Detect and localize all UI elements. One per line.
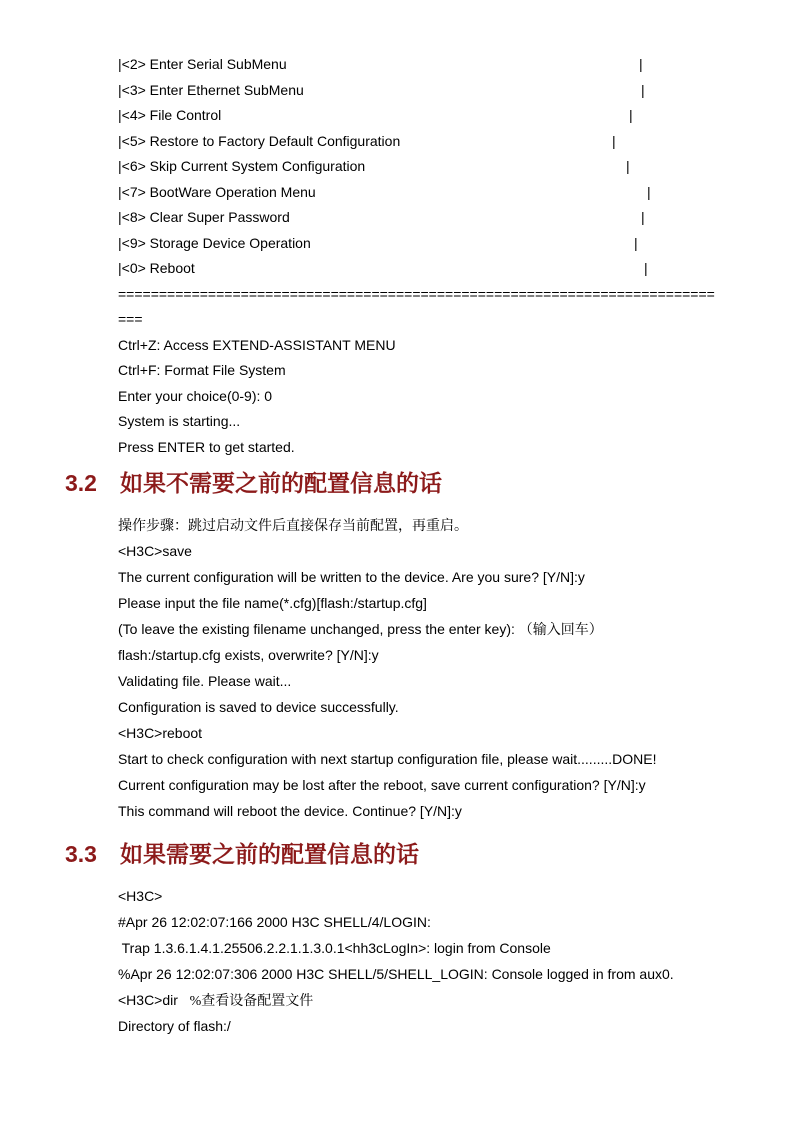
terminal-text: Directory of flash:/ (118, 1018, 231, 1034)
terminal-line (118, 694, 793, 720)
terminal-line (118, 231, 793, 257)
terminal-line (118, 129, 793, 155)
terminal-text: |<5> Restore to Factory Default Configuration (118, 132, 401, 149)
section-title-3-3: 如果需要之前的配置信息的话 (120, 841, 419, 867)
terminal-text: Ctrl+Z: Access EXTEND-ASSISTANT MENU (118, 336, 396, 353)
terminal-text: Current configuration may be lost after the reboot, save current configuration? [Y/N]:y (118, 777, 646, 793)
terminal-line (118, 384, 793, 410)
terminal-text: Enter your choice(0-9): 0 (118, 387, 273, 404)
terminal-line (118, 909, 793, 935)
terminal-line (118, 333, 793, 359)
terminal-line (118, 883, 793, 909)
terminal-line (118, 538, 793, 564)
terminal-text: System is starting... (118, 413, 241, 429)
section-number-3-3: 3.3 (65, 841, 97, 867)
section-3-2-terminal-block (0, 512, 793, 824)
menu-right-border-pipe: | (626, 158, 630, 174)
terminal-text: <H3C> (118, 888, 163, 904)
terminal-text: This command will reboot the device. Continue? [Y/N]:y (118, 803, 462, 819)
terminal-text: Validating file. Please wait... (118, 673, 292, 689)
terminal-line (118, 987, 793, 1013)
terminal-text: |<4> File Control (118, 107, 222, 123)
menu-right-border-pipe: | (629, 107, 633, 123)
terminal-text: Start to check configuration with next startup configuration file, please wait.........DONE! (118, 751, 657, 767)
terminal-line (118, 1013, 793, 1039)
terminal-line (118, 720, 793, 746)
terminal-line (118, 961, 793, 987)
terminal-text: |<6> Skip Current System Configuration (118, 158, 366, 174)
terminal-line (118, 668, 793, 694)
terminal-text: Press ENTER to get started. (118, 438, 295, 455)
section-heading-3-2 (0, 470, 793, 496)
terminal-text: |<2> Enter Serial SubMenu (118, 56, 287, 72)
terminal-text-chinese: （输入回车） (518, 623, 603, 638)
terminal-text: (To leave the existing filename unchanged, press the enter key): (118, 621, 519, 637)
terminal-line (118, 590, 793, 616)
terminal-line (118, 409, 793, 435)
menu-right-border-pipe: | (639, 56, 643, 72)
terminal-text: <H3C>save (118, 543, 192, 559)
terminal-text: |<7> BootWare Operation Menu (118, 183, 316, 200)
terminal-text: Please input the file name(*.cfg)[flash:/startup.cfg] (118, 595, 427, 611)
terminal-line (118, 935, 793, 961)
terminal-line (118, 616, 793, 642)
terminal-text: Trap 1.3.6.1.4.1.25506.2.2.1.1.3.0.1<hh3cLogIn>: login from Console (118, 940, 551, 956)
menu-right-border-pipe: | (647, 183, 651, 200)
terminal-text: Ctrl+F: Format File System (118, 362, 286, 378)
terminal-text: <H3C>reboot (118, 725, 203, 741)
section-title-3-2: 如果不需要之前的配置信息的话 (120, 470, 442, 496)
menu-right-border-pipe: | (641, 209, 645, 225)
terminal-line (118, 772, 793, 798)
terminal-text: The current configuration will be written to the device. Are you sure? [Y/N]:y (118, 569, 585, 585)
terminal-text: #Apr 26 12:02:07:166 2000 H3C SHELL/4/LOGIN: (118, 914, 431, 930)
terminal-line (118, 564, 793, 590)
terminal-text: flash:/startup.cfg exists, overwrite? [Y/N]:y (118, 647, 379, 663)
terminal-line (118, 642, 793, 668)
menu-right-border-pipe: | (634, 234, 638, 251)
section-3-3-terminal-block (0, 883, 793, 1039)
terminal-line (118, 512, 793, 538)
terminal-text: <H3C>dir (118, 992, 190, 1008)
terminal-line (118, 746, 793, 772)
terminal-text: === (118, 311, 143, 327)
menu-right-border-pipe: | (641, 81, 645, 98)
bootware-menu-terminal-block (0, 52, 793, 460)
terminal-text: |<8> Clear Super Password (118, 209, 290, 225)
section-heading-3-3 (0, 841, 793, 867)
terminal-line (118, 78, 793, 104)
terminal-text-chinese: 操作步骤：跳过启动文件后直接保存当前配置，再重启。 (118, 519, 468, 534)
terminal-line (118, 282, 793, 308)
terminal-text: |<9> Storage Device Operation (118, 234, 311, 251)
terminal-line (118, 205, 793, 231)
terminal-text: Configuration is saved to device successfully. (118, 699, 399, 715)
terminal-text: %Apr 26 12:02:07:306 2000 H3C SHELL/5/SHELL_LOGIN: Console logged in from aux0. (118, 966, 674, 982)
terminal-text: ========================================================================= (118, 285, 715, 302)
menu-right-border-pipe: | (612, 132, 616, 149)
section-number-3-2: 3.2 (65, 470, 97, 496)
menu-right-border-pipe: | (644, 260, 648, 276)
terminal-text: |<0> Reboot (118, 260, 195, 276)
terminal-line (118, 307, 793, 333)
terminal-line (118, 256, 793, 282)
terminal-line (118, 358, 793, 384)
terminal-line (118, 435, 793, 461)
terminal-line (118, 154, 793, 180)
terminal-line (118, 103, 793, 129)
terminal-text-chinese: %查看设备配置文件 (189, 994, 314, 1009)
terminal-text: |<3> Enter Ethernet SubMenu (118, 81, 304, 98)
terminal-line (118, 798, 793, 824)
terminal-line (118, 52, 793, 78)
terminal-line (118, 180, 793, 206)
